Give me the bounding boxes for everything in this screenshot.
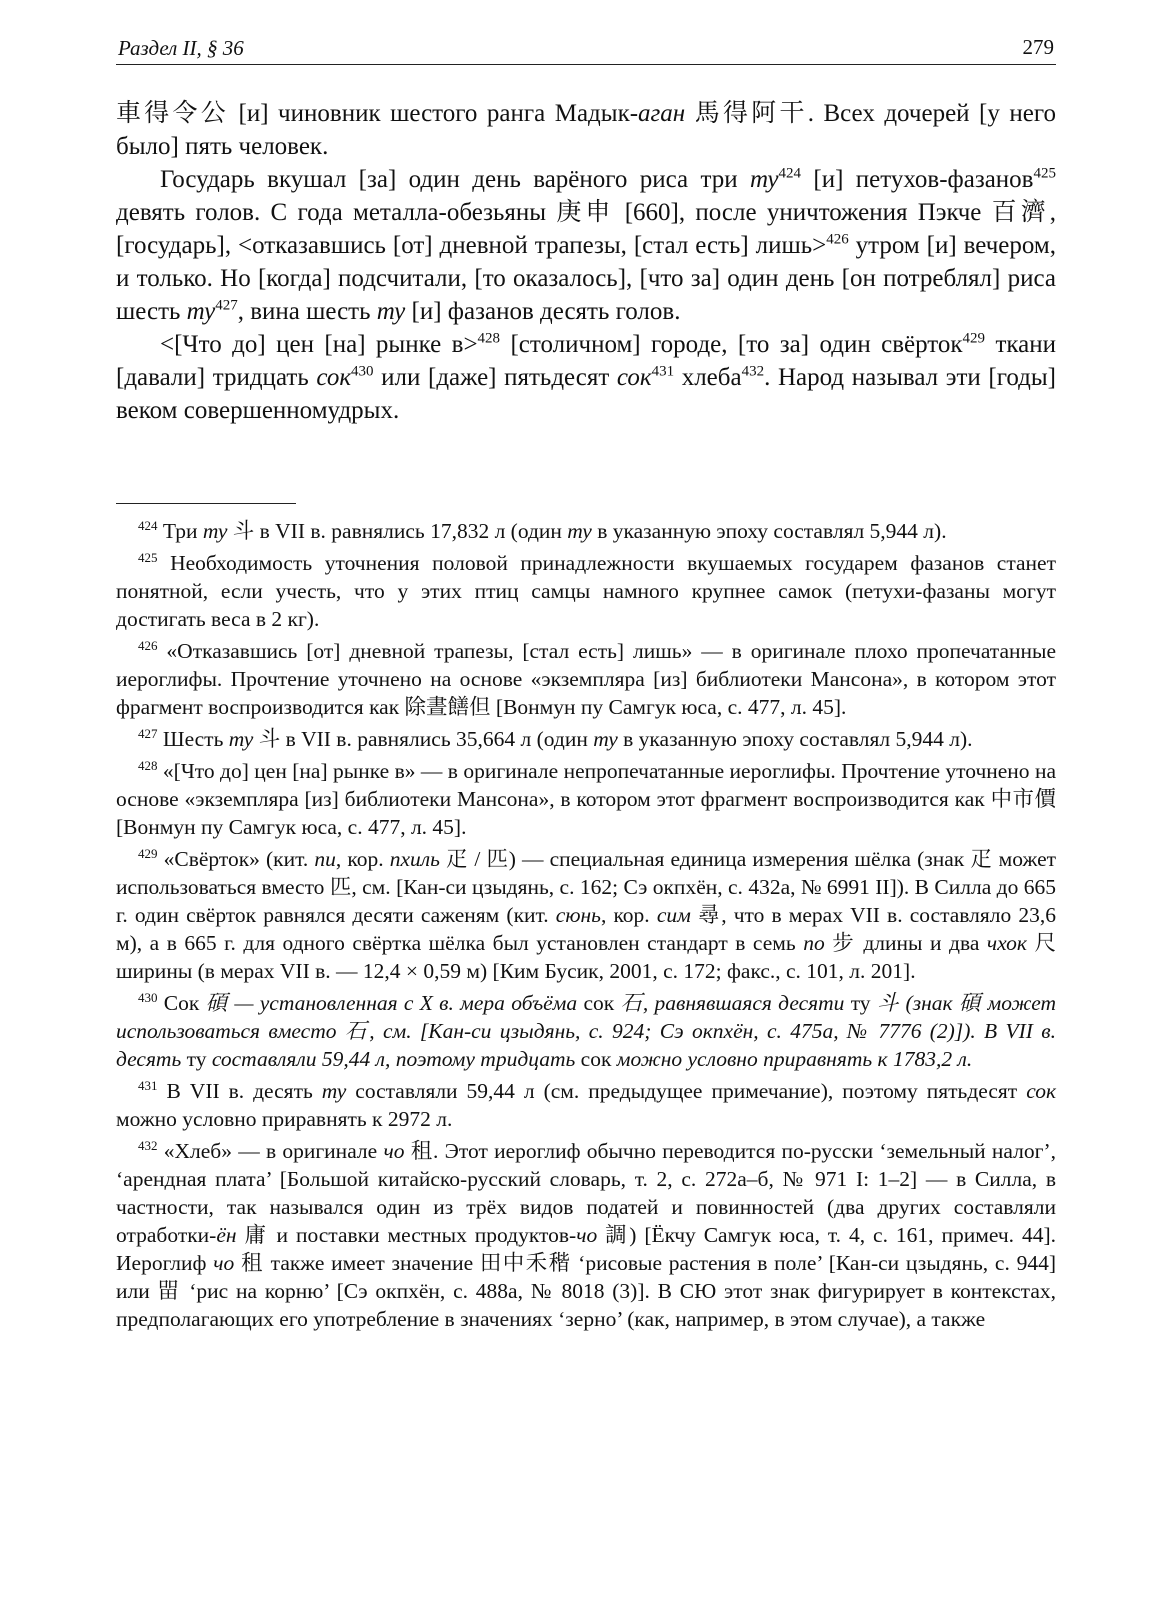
footnote-430 bbox=[116, 989, 1056, 1073]
text-run: 斗 в VII в. равнялись 35,664 л (один bbox=[253, 727, 594, 751]
italic-term: ту bbox=[228, 727, 254, 751]
italic-term: ту bbox=[567, 519, 592, 543]
footnote-426 bbox=[116, 637, 1056, 721]
italic-term: ту bbox=[186, 298, 216, 325]
italic-term: аган bbox=[638, 100, 686, 127]
italic-term: 斗 (знак 碩 может использоваться вместо 石, см. [Кан-си цзыдянь, с. 924; Сэ окпхён, с. 475а, № 7776 (2)]). В VII в. десять bbox=[116, 991, 1056, 1071]
footnote-ref[interactable]: 425 bbox=[1033, 165, 1056, 182]
italic-term: чо bbox=[213, 1251, 235, 1275]
footnote-number: 429 bbox=[138, 845, 158, 861]
text-run: можно условно приравнять к 2972 л. bbox=[116, 1107, 453, 1131]
paragraph-1 bbox=[116, 97, 1056, 163]
running-head bbox=[116, 32, 1056, 65]
text-run: ту bbox=[850, 991, 871, 1015]
text-run: [и] петухов-фазанов bbox=[801, 166, 1034, 193]
text-run: хлеба bbox=[674, 364, 742, 391]
text-run: , кор. bbox=[335, 847, 390, 871]
text-run: 租. Этот иероглиф обычно переводится по-русски ‘земельный налог’, ‘арендная плата’ [Большой китайско-русский словарь, т. 2, с. 272а–б, № 971 I: 1–2] — в Силла, в частности, так назывался один из трёх видов податей и повинностей (два других составляли отработки- bbox=[116, 1139, 1056, 1247]
text-run: 馬得阿干. Всех дочерей [у него было] пять человек. bbox=[116, 100, 1056, 160]
text-run: В VII в. десять bbox=[166, 1079, 322, 1103]
text-run: Государь вкушал [за] один день варёного риса три bbox=[160, 166, 750, 193]
italic-term: сок bbox=[616, 364, 652, 391]
italic-term: ту bbox=[593, 727, 618, 751]
text-run: «Хлеб» — в оригинале bbox=[163, 1139, 384, 1163]
text-run: сок bbox=[583, 991, 615, 1015]
text-run: в указанную эпоху составлял 5,944 л). bbox=[617, 727, 973, 751]
footnote-number: 431 bbox=[138, 1077, 158, 1093]
footnote-number: 432 bbox=[138, 1137, 158, 1153]
text-run: <[Что до] цен [на] рынке в> bbox=[160, 331, 478, 358]
page-number: 279 bbox=[1022, 35, 1054, 59]
text-run: , вина шесть bbox=[237, 298, 377, 325]
text-run: ту bbox=[186, 1047, 207, 1071]
footnote-number: 425 bbox=[138, 549, 158, 565]
text-run: [и] фазанов десять голов. bbox=[405, 298, 681, 325]
italic-term: ту bbox=[321, 1079, 347, 1103]
italic-term: ён bbox=[216, 1223, 237, 1247]
footnote-429 bbox=[116, 845, 1056, 985]
text-run: утром [и] вечером, и только. Но [когда] подсчитали, [то оказалось], [что за] один день [он потреблял] риса шесть bbox=[116, 232, 1056, 325]
text-run: 租 также имеет значение 田中禾稭 ‘рисовые растения в поле’ [Кан-си цзыдянь, с. 944] или 㽞 ‘рис на корню’ [Сэ окпхён, с. 488а, № 8018 (3)]. В СЮ этот знак фигурирует в контекстах, предполагающих его употребление в значениях ‘зерно’ (как, например, в этом случае), а также bbox=[116, 1251, 1057, 1331]
italic-term: чо bbox=[383, 1139, 405, 1163]
text-run: «Свёрток» (кит. bbox=[163, 847, 315, 871]
footnote-ref[interactable]: 428 bbox=[477, 330, 501, 347]
paragraph-2 bbox=[116, 163, 1056, 328]
text-run: девять голов. С года металла-обезьяны 庚申 [660], после уничтожения Пэкче 百濟, [государь], <отказавшись [от] дневной трапезы, [стал есть] лишь> bbox=[116, 199, 1056, 259]
italic-term: ту bbox=[750, 166, 779, 193]
text-run: 尋, что в мерах VII в. составляло 23,6 м), а в 665 г. для одного свёртка шёлка был установлен стандарт в семь bbox=[116, 903, 1056, 955]
italic-term: ту bbox=[202, 519, 228, 543]
text-run: Необходимость уточнения половой принадлежности вкушаемых государем фазанов станет понятной, если учесть, что у этих птиц самцы намного крупнее самок (петухи-фазаны могут достигать веса в 2 кг). bbox=[116, 551, 1056, 631]
italic-term: сим bbox=[656, 903, 691, 927]
text-run: составляли 59,44 л (см. предыдущее примечание), поэтому пятьдесят bbox=[346, 1079, 1027, 1103]
text-run: 疋 / 匹) — специальная единица измерения шёлка (знак 疋 может использоваться вместо 匹, см. [Кан-си цзыдянь, с. 162; Сэ окпхён, с. 432а, № 6991 II]). В Силла до 665 г. один свёрток равнялся десяти саженям (кит. bbox=[116, 847, 1057, 927]
text-run: сок bbox=[580, 1047, 612, 1071]
text-run: или [даже] пятьдесят bbox=[373, 364, 617, 391]
italic-term: сок bbox=[1026, 1079, 1057, 1103]
text-run: ткани [давали] тридцать bbox=[116, 331, 1057, 391]
text-run: Шесть bbox=[162, 727, 229, 751]
footnote-ref[interactable]: 427 bbox=[215, 297, 238, 314]
italic-term: пи bbox=[314, 847, 336, 871]
main-text bbox=[116, 97, 1056, 427]
footnote-ref[interactable]: 424 bbox=[778, 165, 802, 182]
footnote-ref[interactable]: 431 bbox=[651, 363, 675, 380]
footnote-separator bbox=[116, 503, 296, 504]
footnote-number: 424 bbox=[138, 517, 158, 533]
text-run: 尺 ширины (в мерах VII в. — 12,4 × 0,59 м) [Ким Бусик, 2001, с. 172; факс., с. 101, л. 201]. bbox=[116, 931, 1056, 983]
text-run: . Народ называл эти [годы] веком совершенномудрых. bbox=[116, 364, 1056, 424]
footnote-number: 427 bbox=[138, 725, 158, 741]
footnote-ref[interactable]: 426 bbox=[826, 231, 849, 248]
section-title: Раздел II, § 36 bbox=[118, 36, 244, 60]
italic-term: сок bbox=[316, 364, 352, 391]
footnote-427 bbox=[116, 725, 1056, 753]
italic-term: чо bbox=[576, 1223, 598, 1247]
footnote-428 bbox=[116, 757, 1056, 841]
footnote-432 bbox=[116, 1137, 1056, 1333]
italic-term: ту bbox=[376, 298, 406, 325]
text-run: 車得令公 [и] чиновник шестого ранга Мадык- bbox=[116, 100, 639, 127]
footnotes bbox=[116, 517, 1056, 1337]
text-run: 步 длины и два bbox=[824, 931, 987, 955]
text-run: Три bbox=[162, 519, 203, 543]
text-run: 斗 в VII в. равнялись 17,832 л (один bbox=[227, 519, 568, 543]
italic-term: пхиль bbox=[389, 847, 440, 871]
italic-term: чхок bbox=[986, 931, 1027, 955]
footnote-424 bbox=[116, 517, 1056, 545]
footnote-431 bbox=[116, 1077, 1056, 1133]
footnote-ref[interactable]: 432 bbox=[741, 363, 765, 380]
text-run: «[Что до] цен [на] рынке в» — в оригинале непропечатанные иероглифы. Прочтение уточнено на основе «экземпляра [из] библиотеки Мансона», в котором этот фрагмент воспроизводится как 中市價 [Вонмун пу Самгук юса, с. 477, л. 45]. bbox=[116, 759, 1057, 839]
italic-term: сюнь bbox=[555, 903, 601, 927]
text-run: в указанную эпоху составлял 5,944 л). bbox=[591, 519, 947, 543]
footnote-ref[interactable]: 430 bbox=[351, 363, 374, 380]
text-run: , кор. bbox=[600, 903, 657, 927]
text-run: Сок bbox=[163, 991, 200, 1015]
footnote-ref[interactable]: 429 bbox=[962, 330, 986, 347]
italic-term: составляли 59,44 л, поэтому тридцать bbox=[206, 1047, 581, 1071]
paragraph-3 bbox=[116, 328, 1056, 427]
italic-term: можно условно приравнять к 1783,2 л. bbox=[611, 1047, 973, 1071]
italic-term: по bbox=[803, 931, 825, 955]
footnote-425 bbox=[116, 549, 1056, 633]
footnote-number: 428 bbox=[138, 757, 158, 773]
footnote-number: 430 bbox=[138, 989, 158, 1005]
footnote-number: 426 bbox=[138, 637, 158, 653]
italic-term: 碩 — установленная с X в. мера объёма bbox=[199, 991, 584, 1015]
text-run: 庸 и поставки местных продуктов- bbox=[236, 1223, 577, 1247]
text-run: «Отказавшись [от] дневной трапезы, [стал есть] лишь» — в оригинале плохо пропечатанные иероглифы. Прочтение уточнено на основе «экземпляра [из] библиотеки Мансона», в котором этот фрагмент воспроизводится как 除晝饍但 [Вонмун пу Самгук юса, с. 477, л. 45]. bbox=[116, 639, 1056, 719]
text-run: 調) [Ёкчу Самгук юса, т. 4, с. 161, примеч. 44]. Иероглиф bbox=[116, 1223, 1056, 1275]
italic-term: 石, равнявшаяся десяти bbox=[614, 991, 851, 1015]
text-run: [столичном] городе, [то за] один свёрток bbox=[500, 331, 963, 358]
